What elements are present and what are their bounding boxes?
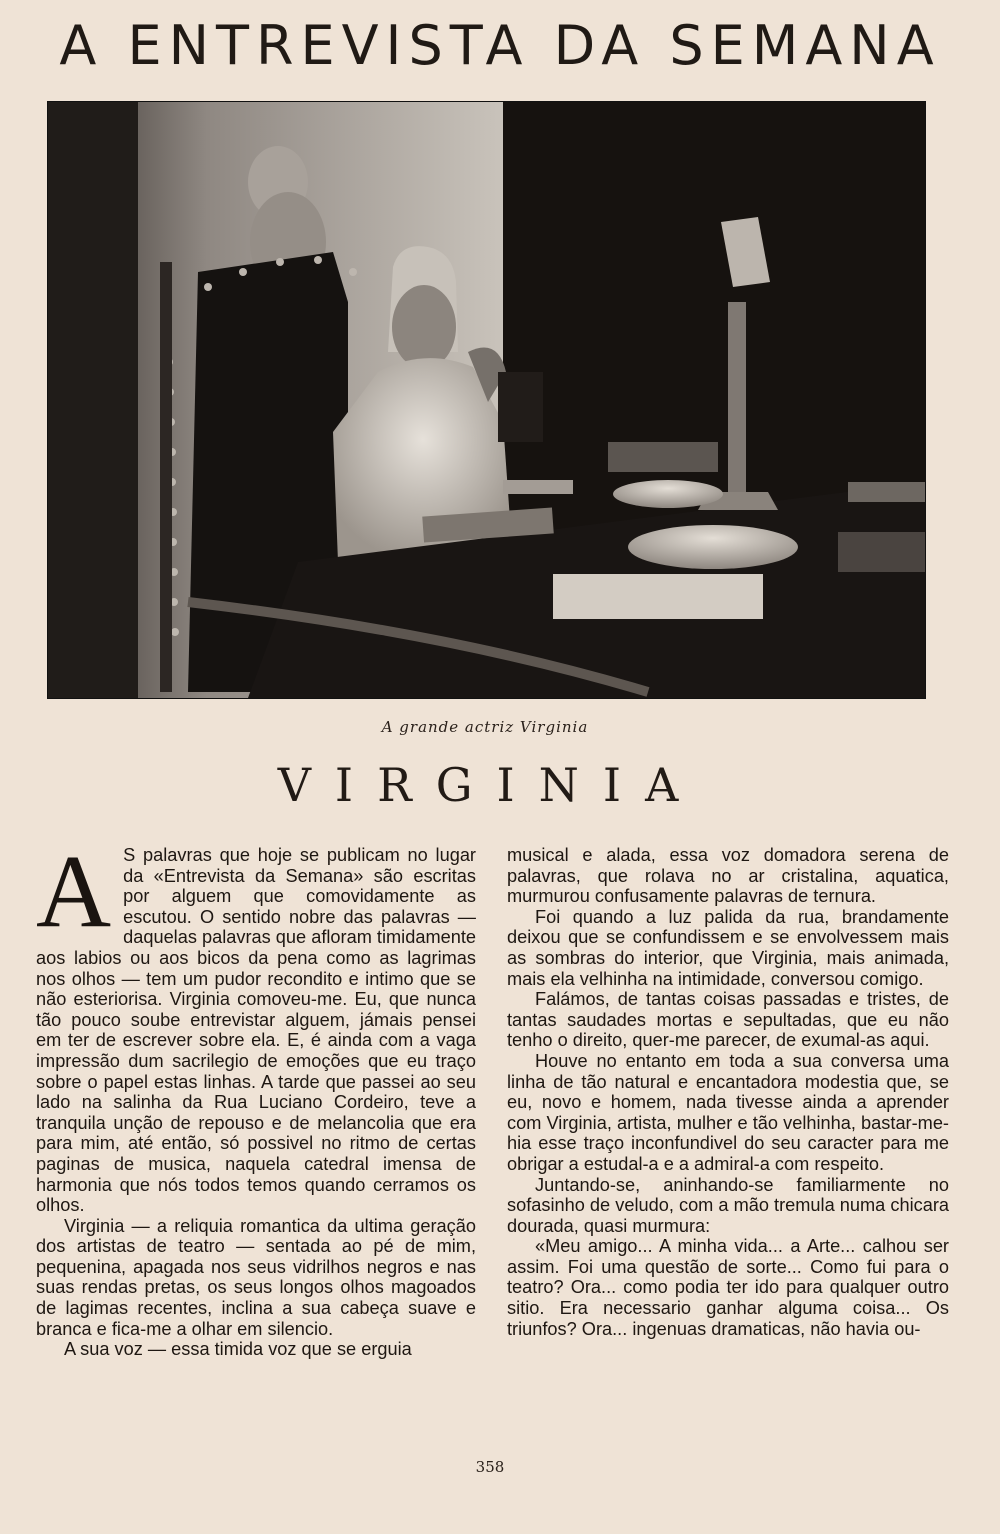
article-paragraph: Virginia — a reliquia romantica da ultima geração dos artistas de teatro — sentada ao pé de mim, pequenina, apagada nos seus vidrilhos negros e nas suas rendas pretas, os seus longos olhos magoados de lagimas recentes, inclina a sua cabeça suave e branca e fica-me a olhar em silencio. (36, 1215, 476, 1339)
article-paragraph (36, 834, 476, 1216)
article-paragraph: Foi quando a luz palida da rua, brandamente deixou que se confundissem e se envolvessem mais as sombras do interior, que Virginia, mais animada, mais ela velhinha na intimidade, conversou comigo. (507, 906, 949, 989)
portrait-photo-illustration (48, 102, 925, 698)
photo-caption: A grande actriz Virginia (381, 718, 589, 736)
article-column-right (507, 845, 949, 1339)
portrait-photo (47, 101, 926, 699)
article-paragraph: Houve no entanto em toda a sua conversa uma linha de tão natural e encantadora modestia que, se eu, novo e homem, nada tivesse ainda a aprender com Virginia, artista, mulher e tão velhinha, bastar-me-hia esse traço inconfundivel do seu caracter para me obrigar a estudal-a e a admiral-a com respeito. (507, 1050, 949, 1174)
article-paragraph: «Meu amigo... A minha vida... a Arte... calhou ser assim. Foi uma questão de sorte... Como fui para o teatro? Ora... como podia ter ido para qualquer outro sitio. Era necessario ganhar alguma coisa... Os triunfos? Ora... ingenuas dramaticas, não havia ou- (507, 1236, 949, 1339)
drop-cap: A (36, 834, 112, 949)
article-title: VIRGINIA (277, 758, 703, 812)
article-paragraph: Juntando-se, aninhando-se familiarmente no sofasinho de veludo, com a mão tremula numa chicara dourada, quasi murmura: (507, 1174, 949, 1236)
article-paragraph: musical e alada, essa voz domadora serena de palavras, que rolava no ar cristalina, aquatica, murmurou confusamente palavras de ternura. (507, 845, 949, 907)
article-paragraph: Falámos, de tantas coisas passadas e tristes, de tantas saudades mortas e sepultadas, que eu não tenho o direito, quer-me parecer, de exumal-as aqui. (507, 989, 949, 1051)
page-title: A ENTREVISTA DA SEMANA (59, 14, 941, 77)
article-paragraph: A sua voz — essa timida voz que se erguia (64, 1339, 412, 1360)
paragraph-text: S palavras que hoje se publicam no lugar da «Entrevista da Semana» são escritas por alguem que comovidamente as escutou. O sentido nobre das palavras — daquelas palavras que afloram timidamente aos labios ou aos bicos da pena como as lagrimas nos olhos — tem um pudor recondito e intimo que se não esteriorisa. Virginia comoveu-me. Eu, que nunca tão pouco soube entrevistar alguem, jámais pensei em ter de escrever sobre ela. E, é ainda com a vaga impressão dum sacrilegio de emoções que eu traço sobre o papel estas linhas. A tarde que passei ao seu lado na salinha da Rua Luciano Cordeiro, teve a tranquila unção de repouso e de melancolia que era para mim, até então, só possivel no ritmo de certas paginas de musica, naquela catedral imensa de harmonia que nós todos temos quando cerramos os olhos. (36, 845, 476, 1216)
page-number: 358 (475, 1458, 505, 1476)
article-column-left (36, 834, 476, 1360)
